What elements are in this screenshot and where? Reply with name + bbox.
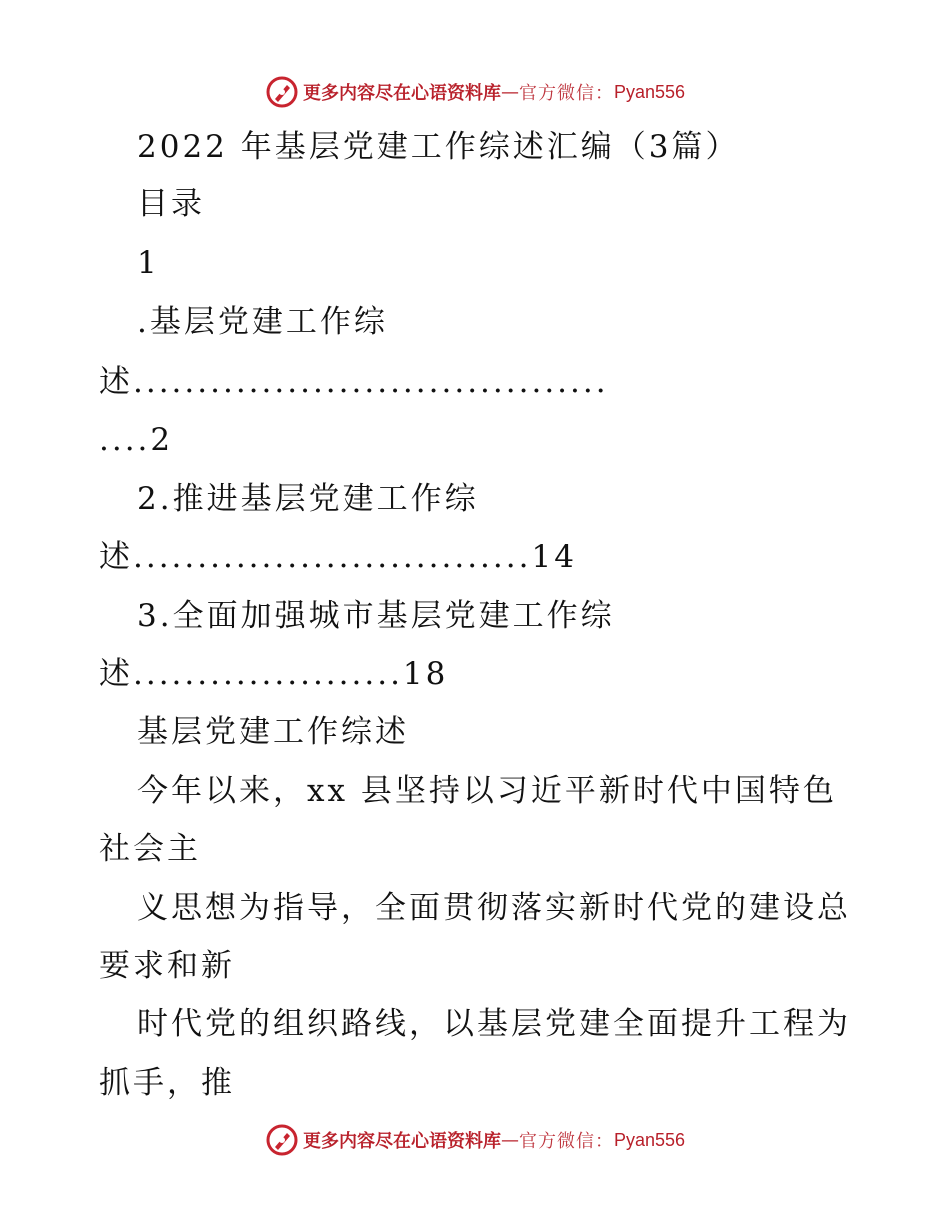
paragraph-line: 时代党的组织路线，以基层党建全面提升工程为 — [137, 1006, 851, 1042]
banner-official: 官方微信： — [518, 1131, 614, 1152]
banner-official: 官方微信： — [518, 83, 614, 104]
document-title: 2022 年基层党建工作综述汇编（3篇） — [137, 129, 740, 165]
banner-separator: — — [500, 81, 519, 103]
toc-entry-number: 1 — [137, 245, 160, 281]
toc-entry-2-leader: 述...............................14 — [99, 539, 577, 575]
paragraph-line: 义思想为指导，全面贯彻落实新时代党的建设总 — [137, 890, 851, 926]
header-banner — [0, 72, 950, 112]
banner-wechat-id: Pyan556 — [613, 1129, 686, 1150]
toc-entry-1: .基层党建工作综 — [137, 304, 388, 340]
banner-wechat-id: Pyan556 — [613, 81, 686, 102]
banner-brand: 更多内容尽在心语资料库 — [302, 83, 501, 104]
banner-brand: 更多内容尽在心语资料库 — [302, 1131, 501, 1152]
pen-logo-icon — [265, 75, 299, 109]
toc-entry-2: 2.推进基层党建工作综 — [137, 481, 479, 517]
toc-entry-3-leader: 述.....................18 — [99, 656, 449, 692]
pen-logo-icon — [265, 1123, 299, 1157]
section-heading: 基层党建工作综述 — [137, 714, 409, 750]
paragraph-line: 要求和新 — [99, 948, 235, 984]
toc-entry-1-leader: 述..................................... — [99, 364, 609, 400]
toc-entry-1-page: ....2 — [99, 422, 174, 458]
banner-separator: — — [500, 1129, 519, 1151]
toc-entry-3: 3.全面加强城市基层党建工作综 — [137, 598, 615, 634]
footer-banner — [0, 1120, 950, 1160]
paragraph-line: 抓手，推 — [99, 1065, 235, 1101]
toc-heading: 目录 — [137, 186, 205, 222]
paragraph-line: 今年以来，xx 县坚持以习近平新时代中国特色 — [137, 773, 837, 809]
paragraph-line: 社会主 — [99, 831, 201, 867]
